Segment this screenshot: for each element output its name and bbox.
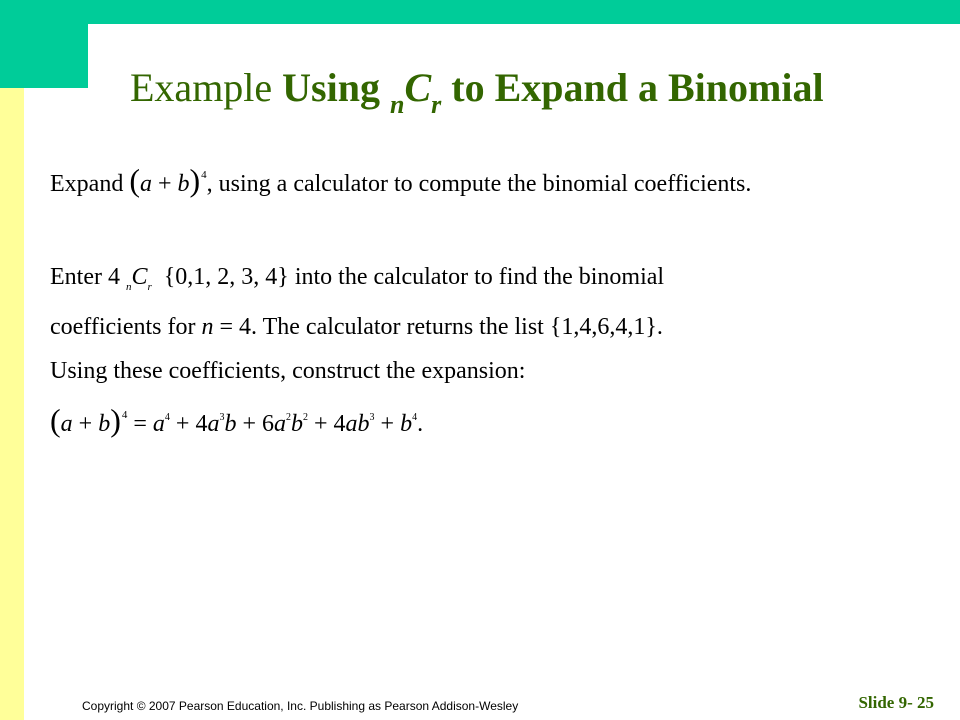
title-c: C: [404, 65, 432, 110]
line1-a: a: [139, 171, 152, 197]
line5-t4b: b: [357, 411, 370, 437]
title-sub-r: r: [431, 90, 442, 119]
line5-t4b-exp: 3: [369, 412, 375, 423]
line2-c: C: [131, 264, 148, 290]
line5-b: b: [98, 411, 111, 437]
line2-enter: Enter 4: [50, 264, 120, 290]
line3-n: n: [201, 314, 214, 340]
body-line-1: [50, 162, 751, 199]
top-accent-bar: [0, 0, 960, 24]
title-prefix: Example: [130, 65, 283, 110]
line5-p3: + 4: [308, 411, 346, 437]
line3-start: coefficients for: [50, 314, 202, 340]
line1-rest: , using a calculator to compute the binomial coefficients.: [206, 171, 752, 197]
line5-t2a-exp: 3: [219, 412, 225, 423]
line5-t3b-exp: 2: [303, 412, 308, 423]
line5-t5: b: [400, 411, 413, 437]
title-rest: to Expand a Binomial: [441, 65, 824, 110]
left-side-bar: [0, 88, 24, 720]
line5-a: a: [60, 411, 73, 437]
copyright-footer: Copyright © 2007 Pearson Education, Inc. Publishing as Pearson Addison-Wesley: [82, 699, 519, 713]
line5-paren-close: ): [110, 402, 121, 438]
line2-set: {0,1, 2, 3, 4}: [163, 264, 289, 290]
line5-end: .: [417, 411, 424, 437]
line5-eq: =: [127, 411, 153, 437]
line1-plus: +: [151, 171, 178, 197]
title-using: Using: [282, 65, 390, 110]
line5-t5-exp: 4: [412, 412, 418, 423]
line5-t2a: a: [207, 411, 220, 437]
slide-number: Slide 9- 25: [858, 693, 934, 712]
line2-sub-r: r: [147, 281, 152, 293]
corner-accent-block: [0, 0, 88, 88]
line5-p4: +: [374, 411, 401, 437]
body-line-3: [50, 314, 663, 341]
line3-eq: = 4. The calculator returns the list: [213, 314, 550, 340]
line5-exponent: 4: [121, 409, 128, 421]
line5-t3b: b: [291, 411, 303, 437]
slide-title: [130, 58, 930, 123]
line1-word: Expand: [50, 171, 124, 197]
line5-t1: a: [152, 411, 165, 437]
body-line-4: [50, 358, 525, 385]
line4-text: Using these coefficients, construct the expansion:: [50, 358, 526, 384]
line5-t3a: a: [274, 411, 286, 437]
line5-paren-open: (: [50, 402, 61, 438]
line5-t4a: a: [345, 411, 358, 437]
line2-rest: into the calculator to find the binomial: [294, 264, 665, 290]
line1-paren-close: ): [189, 162, 201, 198]
title-sub-n: n: [389, 90, 405, 119]
line3-end: .: [656, 314, 663, 340]
line5-p1: + 4: [169, 411, 208, 437]
line5-t2b: b: [224, 411, 237, 437]
line1-paren-open: (: [129, 162, 140, 198]
line1-b: b: [177, 171, 190, 197]
line5-plus: +: [72, 411, 99, 437]
body-line-5: [50, 402, 423, 439]
line3-list: {1,4,6,4,1}: [549, 314, 657, 340]
line5-p2: + 6: [236, 411, 274, 437]
line5-t1-exp: 4: [164, 412, 170, 423]
body-line-2: [50, 264, 664, 291]
line5-t3a-exp: 2: [286, 412, 291, 423]
line1-exponent: 4: [201, 169, 207, 181]
line2-sub-n: n: [125, 281, 132, 293]
